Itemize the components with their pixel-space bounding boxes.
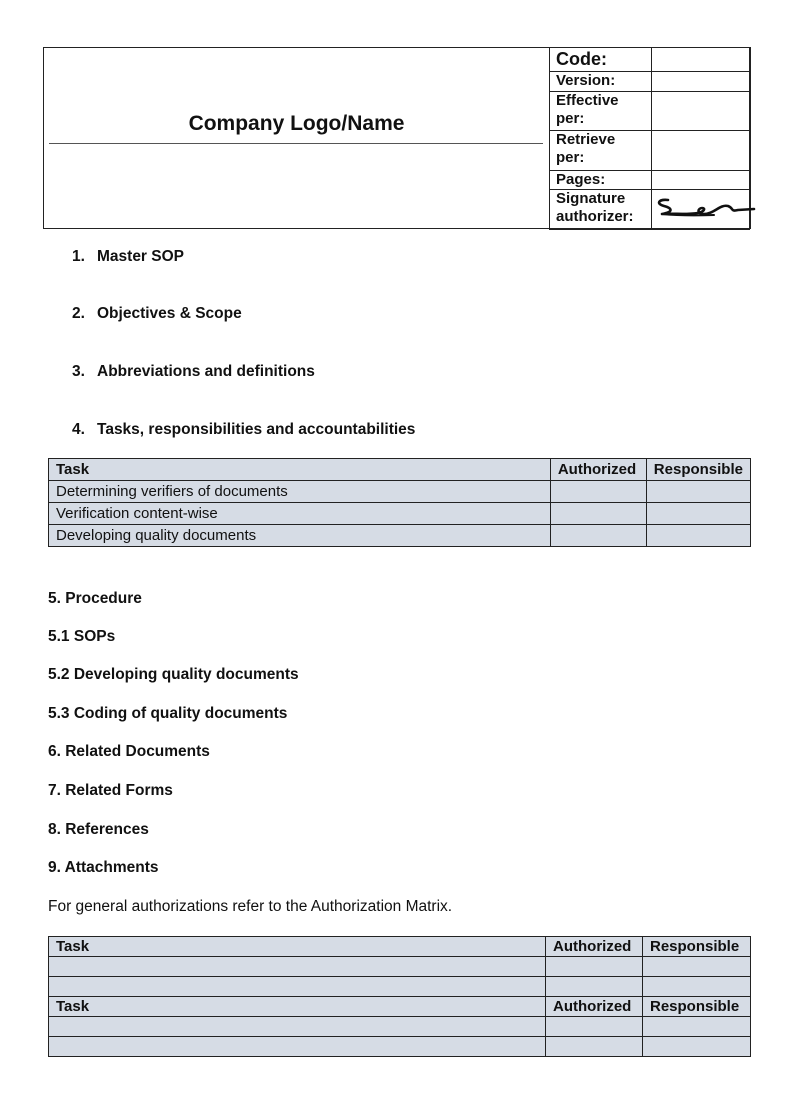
col-task: Task — [49, 937, 546, 957]
table-row — [49, 481, 751, 503]
col-responsible: Responsible — [643, 997, 751, 1017]
document-header — [43, 47, 751, 229]
authorized-cell[interactable] — [546, 1017, 643, 1037]
col-responsible: Responsible — [646, 459, 750, 481]
responsible-cell[interactable] — [643, 957, 751, 977]
col-authorized: Authorized — [546, 997, 643, 1017]
task-cell[interactable] — [49, 957, 546, 977]
responsible-cell[interactable] — [646, 481, 750, 503]
authorized-cell[interactable] — [550, 481, 646, 503]
task-cell[interactable] — [49, 1017, 546, 1037]
company-logo-name: Company Logo/Name — [188, 112, 405, 135]
col-authorized: Authorized — [546, 937, 643, 957]
col-responsible: Responsible — [643, 937, 751, 957]
pages-label: Pages: — [550, 171, 652, 190]
effective-value[interactable] — [651, 92, 749, 131]
table-row — [49, 525, 751, 547]
authorization-table — [48, 936, 751, 1057]
responsible-cell[interactable] — [643, 1017, 751, 1037]
signature-field[interactable] — [651, 190, 749, 230]
version-value[interactable] — [651, 72, 749, 92]
section-related-forms: 7. Related Forms — [48, 782, 173, 799]
document-meta-table — [549, 47, 750, 230]
authorized-cell[interactable] — [550, 525, 646, 547]
task-cell[interactable] — [49, 1037, 546, 1057]
section-related-documents: 6. Related Documents — [48, 743, 210, 760]
logo-area — [44, 48, 549, 228]
task-cell: Developing quality documents — [49, 525, 551, 547]
authorized-cell[interactable] — [550, 503, 646, 525]
authorized-cell[interactable] — [546, 957, 643, 977]
retrieve-value[interactable] — [651, 131, 749, 171]
version-label: Version: — [550, 72, 652, 92]
section-attachments: 9. Attachments — [48, 859, 159, 876]
section-2: 2. Objectives & Scope — [72, 305, 242, 322]
section-3: 3. Abbreviations and definitions — [72, 363, 315, 380]
signature-icon — [654, 194, 758, 220]
col-task: Task — [49, 459, 551, 481]
pages-value[interactable] — [651, 171, 749, 190]
table-row — [49, 977, 751, 997]
col-authorized: Authorized — [550, 459, 646, 481]
retrieve-label: Retrieve per: — [550, 131, 652, 171]
authorized-cell[interactable] — [546, 1037, 643, 1057]
table-row — [49, 503, 751, 525]
task-cell: Verification content-wise — [49, 503, 551, 525]
code-label: Code: — [550, 48, 652, 72]
signature-label: Signature authorizer: — [550, 190, 652, 230]
table-header-row — [49, 459, 751, 481]
task-cell: Determining verifiers of documents — [49, 481, 551, 503]
authorized-cell[interactable] — [546, 977, 643, 997]
section-4: 4. Tasks, responsibilities and accountabilities — [72, 421, 416, 438]
section-sops: 5.1 SOPs — [48, 628, 116, 645]
section-procedure: 5. Procedure — [48, 590, 142, 607]
responsible-cell[interactable] — [646, 525, 750, 547]
responsible-cell[interactable] — [643, 1037, 751, 1057]
responsible-cell[interactable] — [643, 977, 751, 997]
table-row — [49, 1037, 751, 1057]
task-cell[interactable] — [49, 977, 546, 997]
responsible-cell[interactable] — [646, 503, 750, 525]
table-header-row — [49, 937, 751, 957]
table-header-row — [49, 997, 751, 1017]
code-value[interactable] — [651, 48, 749, 72]
section-developing: 5.2 Developing quality documents — [48, 666, 299, 683]
section-references: 8. References — [48, 821, 149, 838]
effective-label: Effective per: — [550, 92, 652, 131]
authorization-note: For general authorizations refer to the Authorization Matrix. — [48, 898, 453, 915]
section-coding: 5.3 Coding of quality documents — [48, 705, 288, 722]
section-1: 1. Master SOP — [72, 248, 185, 265]
divider — [49, 143, 543, 144]
table-row — [49, 1017, 751, 1037]
tasks-table — [48, 458, 751, 547]
table-row — [49, 957, 751, 977]
col-task: Task — [49, 997, 546, 1017]
